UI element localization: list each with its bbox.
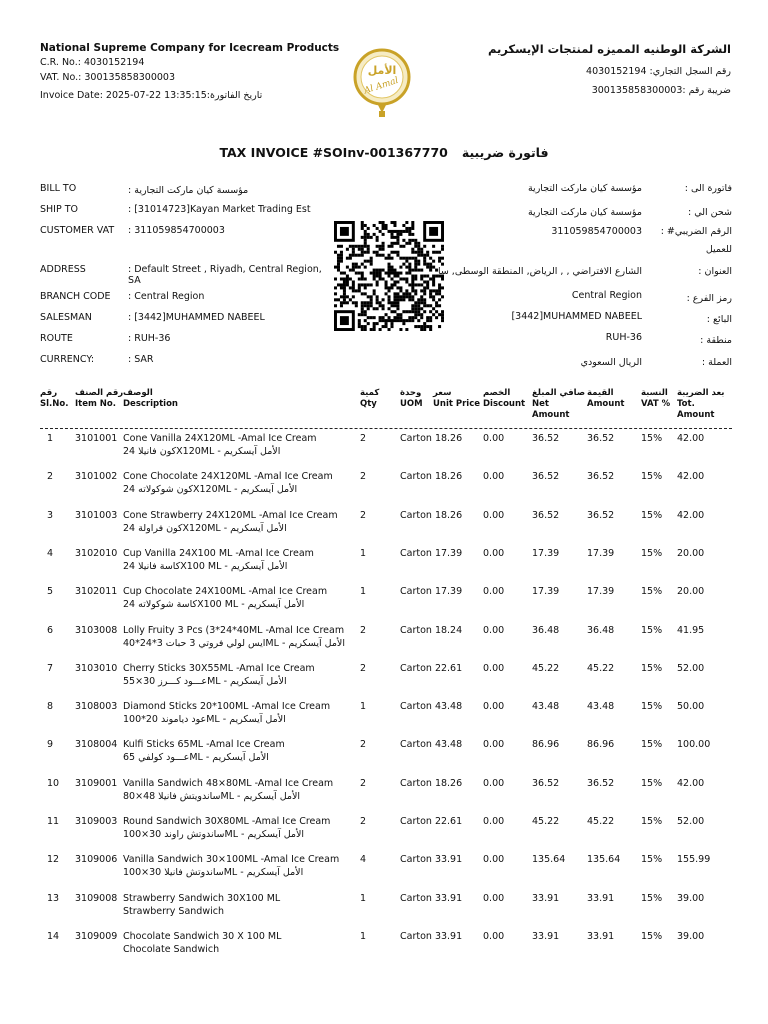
row-unit-price: 18.26 — [434, 433, 463, 444]
branch-code-value-ar: Central Region — [571, 290, 642, 301]
row-total-amount: 50.00 — [677, 701, 705, 713]
table-row — [0, 853, 768, 889]
row-vat: 15% — [641, 816, 663, 827]
row-qty: 4 — [360, 854, 367, 866]
row-total-amount: 20.00 — [677, 586, 705, 598]
bill-to-label-ar: فاتورة الى : — [684, 183, 732, 194]
customer-vat-value-ar: 311059854700003 — [551, 226, 642, 237]
row-uom: Carton — [400, 701, 432, 713]
row-slno: 4 — [47, 547, 54, 559]
row-vat: 15% — [641, 662, 663, 674]
row-unit-price: 33.91 — [434, 930, 463, 942]
table-row — [0, 509, 768, 545]
row-net-amount: 43.48 — [532, 701, 560, 713]
row-amount: 36.52 — [587, 509, 615, 521]
invoice-title-en: TAX INVOICE #SOInv-001367770 — [219, 145, 448, 160]
row-qty: 2 — [360, 471, 367, 483]
row-discount: 0.00 — [483, 701, 505, 713]
row-slno: 3 — [47, 509, 54, 521]
bill-to-value-ar: مؤسسة كيان ماركت التجارية — [527, 183, 642, 194]
row-net-amount: 33.91 — [532, 930, 560, 942]
row-description-ar: الأمل آيسكريم - MLساندوتش فانيلا 30×100 — [123, 867, 304, 879]
salesman-label: SALESMAN — [40, 312, 92, 323]
invoice-date: Invoice Date: 2025-07-22 13:35:15:تاريخ الفاتورة — [40, 90, 263, 101]
row-vat: 15% — [641, 471, 663, 483]
row-description-ar: الأمل آيسكريم - MLعـــود كولفي 65 — [123, 752, 269, 764]
currency-label: CURRENCY: — [40, 354, 95, 365]
row-qty: 2 — [360, 739, 367, 751]
row-net-amount: 36.52 — [532, 433, 560, 444]
row-uom: Carton — [400, 816, 432, 827]
row-description: Strawberry Sandwich 30X100 ML — [123, 892, 281, 904]
row-slno: 7 — [47, 662, 54, 674]
row-total-amount: 39.00 — [677, 892, 705, 904]
row-amount: 36.52 — [587, 777, 615, 789]
table-row — [0, 700, 768, 736]
salesman-value: : [3442]MUHAMMED NABEEL — [128, 312, 265, 323]
bill-to-value: : مؤسسة كيان ماركت التجارية — [128, 185, 249, 196]
th-qty: كمية Qty — [360, 388, 380, 409]
row-net-amount: 17.39 — [532, 586, 560, 598]
row-description: Kulfi Sticks 65ML -Amal Ice Cream — [123, 739, 285, 751]
row-qty: 1 — [360, 892, 367, 904]
row-net-amount: 45.22 — [532, 662, 560, 674]
invoice-title-ar: فاتورة ضريبية — [461, 145, 549, 160]
row-description: Cup Vanilla 24X100 ML -Amal Ice Cream — [123, 547, 314, 559]
table-row — [0, 547, 768, 583]
row-item-no: 3109006 — [75, 854, 118, 866]
th-uom: وحدة UOM — [400, 388, 423, 409]
row-slno: 12 — [47, 854, 60, 866]
row-unit-price: 43.48 — [434, 739, 463, 751]
row-total-amount: 155.99 — [677, 854, 711, 866]
row-uom: Carton — [400, 777, 432, 789]
row-item-no: 3109001 — [75, 777, 118, 789]
row-unit-price: 22.61 — [434, 816, 463, 827]
row-uom-price — [400, 547, 462, 560]
table-row — [0, 662, 768, 698]
row-uom-price — [400, 738, 462, 751]
row-qty: 2 — [360, 509, 367, 521]
row-vat: 15% — [641, 777, 663, 789]
row-description-ar: الأمل آيسكريم - X120MLكون شوكولاته 24 — [123, 484, 298, 496]
row-description-ar: الأمل آيسكريم - X120MLكون فانيلا 24 — [123, 446, 281, 457]
row-description: Cherry Sticks 30X55ML -Amal Ice Cream — [123, 662, 315, 674]
row-item-no: 3101002 — [75, 471, 118, 483]
row-uom: Carton — [400, 854, 432, 866]
row-amount: 86.96 — [587, 739, 615, 751]
row-qty: 2 — [360, 777, 367, 789]
table-row — [0, 624, 768, 660]
route-value-ar: RUH-36 — [605, 332, 642, 343]
row-qty: 1 — [360, 930, 367, 942]
row-uom-price — [400, 700, 462, 713]
ship-to-value-ar: مؤسسة كيان ماركت التجارية — [527, 207, 642, 218]
row-amount: 36.52 — [587, 471, 615, 483]
table-row — [0, 432, 768, 468]
th-discount: الخصم Discount — [483, 388, 526, 409]
row-description-ar: الأمل آيسكريم - X100 MLكاسة شوكولاته 24 — [123, 599, 305, 611]
row-item-no: 3101003 — [75, 509, 118, 521]
row-uom-price — [400, 624, 462, 637]
row-unit-price: 33.91 — [434, 892, 463, 904]
row-slno: 1 — [47, 433, 54, 444]
branch-code-label-ar: رمز الفرع : — [686, 293, 732, 304]
customer-vat-label-ar-2: للعميل — [705, 244, 732, 255]
row-amount: 17.39 — [587, 586, 615, 598]
row-unit-price: 33.91 — [434, 854, 463, 866]
row-discount: 0.00 — [483, 739, 505, 751]
row-qty: 1 — [360, 547, 367, 559]
row-net-amount: 33.91 — [532, 892, 560, 904]
branch-code-label: BRANCH CODE — [40, 291, 111, 302]
company-name-ar: الشركة الوطنيه المميزه لمنتجات الإيسكريم — [487, 42, 731, 56]
row-amount: 36.48 — [587, 624, 615, 636]
table-row — [0, 815, 768, 851]
table-row — [0, 738, 768, 774]
row-qty: 2 — [360, 662, 367, 674]
row-unit-price: 43.48 — [434, 701, 463, 713]
row-total-amount: 42.00 — [677, 433, 705, 444]
row-description-ar: الأمل آيسكريم - MLعود دياموند 20*100 — [123, 714, 286, 726]
row-total-amount: 42.00 — [677, 777, 705, 789]
row-qty: 1 — [360, 701, 367, 713]
row-uom: Carton — [400, 547, 432, 559]
row-discount: 0.00 — [483, 509, 505, 521]
row-amount: 45.22 — [587, 662, 615, 674]
row-amount: 135.64 — [587, 854, 621, 866]
row-description-ar: الأمل آيسكريم - X100 MLكاسة فانيلا 24 — [123, 560, 288, 572]
row-description: Vanilla Sandwich 30×100ML -Amal Ice Cream — [123, 854, 340, 866]
customer-vat-label-ar: الرقم الضريبي# : — [660, 226, 732, 237]
row-slno: 13 — [47, 892, 60, 904]
row-uom-price — [400, 815, 462, 828]
row-uom: Carton — [400, 892, 432, 904]
address-value-ar: الشارع الافتراضي , , الرياض, المنطقة الوسطى, سا — [437, 266, 642, 277]
row-slno: 11 — [47, 816, 60, 827]
vat-number-ar: ضريبة رقم :300135858300003 — [591, 85, 731, 96]
row-description: Cone Chocolate 24X120ML -Amal Ice Cream — [123, 471, 333, 483]
address-label-ar: العنوان : — [698, 266, 732, 277]
table-row — [0, 930, 768, 966]
row-amount: 43.48 — [587, 701, 615, 713]
row-discount: 0.00 — [483, 471, 505, 483]
row-vat: 15% — [641, 433, 663, 444]
row-vat: 15% — [641, 586, 663, 598]
row-item-no: 3101001 — [75, 433, 118, 444]
row-uom-price — [400, 777, 462, 790]
vat-number: VAT. No.: 300135858300003 — [40, 72, 176, 83]
salesman-value-ar: [3442]MUHAMMED NABEEL — [511, 311, 642, 322]
th-description: الوصف Description — [123, 388, 178, 409]
row-slno: 8 — [47, 701, 54, 713]
row-net-amount: 45.22 — [532, 816, 560, 827]
row-total-amount: 39.00 — [677, 930, 705, 942]
al-amal-logo-icon — [349, 47, 415, 133]
row-net-amount: 36.48 — [532, 624, 560, 636]
row-qty: 2 — [360, 624, 367, 636]
row-vat: 15% — [641, 854, 663, 866]
th-item-no: رقم الصنف Item No. — [75, 388, 124, 409]
logo-text-en: Al Amal — [362, 75, 400, 97]
row-uom: Carton — [400, 471, 432, 483]
row-description-2: Strawberry Sandwich — [123, 905, 224, 917]
row-discount: 0.00 — [483, 930, 505, 942]
table-row — [0, 470, 768, 506]
row-item-no: 3109003 — [75, 816, 118, 827]
row-description: Lolly Fruity 3 Pcs (3*24*40ML -Amal Ice Cream — [123, 624, 345, 636]
row-total-amount: 20.00 — [677, 547, 705, 559]
row-description: Chocolate Sandwich 30 X 100 ML — [123, 930, 282, 942]
row-amount: 36.52 — [587, 433, 615, 444]
row-uom-price — [400, 892, 462, 905]
row-uom: Carton — [400, 624, 432, 636]
row-description-ar: الأمل آيسكريم - MLايس لولي فروتي 3 حبات 3*24*40 — [123, 637, 345, 649]
row-item-no: 3109009 — [75, 930, 118, 942]
row-unit-price: 18.26 — [434, 777, 463, 789]
row-item-no: 3102010 — [75, 547, 118, 559]
th-amount: القيمة Amount — [587, 388, 625, 409]
row-description: Round Sandwich 30X80ML -Amal Ice Cream — [123, 816, 331, 827]
ship-to-label: SHIP TO — [40, 204, 79, 215]
row-description-2: Chocolate Sandwich — [123, 943, 220, 955]
row-vat: 15% — [641, 892, 663, 904]
row-total-amount: 42.00 — [677, 471, 705, 483]
row-slno: 14 — [47, 930, 60, 942]
row-uom: Carton — [400, 930, 432, 942]
logo-text-ar: الأمل — [367, 64, 397, 77]
row-uom: Carton — [400, 586, 432, 598]
address-value: : Default Street , Riyadh, Central Region, SA — [128, 264, 322, 286]
row-net-amount: 36.52 — [532, 777, 560, 789]
row-unit-price: 18.24 — [434, 624, 463, 636]
row-net-amount: 17.39 — [532, 547, 560, 559]
route-label: ROUTE — [40, 333, 73, 344]
row-vat: 15% — [641, 547, 663, 559]
row-uom-price — [400, 432, 462, 445]
row-uom-price — [400, 853, 462, 866]
row-item-no: 3108004 — [75, 739, 118, 751]
row-amount: 45.22 — [587, 816, 615, 827]
row-discount: 0.00 — [483, 816, 505, 827]
row-uom: Carton — [400, 662, 432, 674]
row-total-amount: 100.00 — [677, 739, 711, 751]
row-unit-price: 22.61 — [434, 662, 463, 674]
row-item-no: 3109008 — [75, 892, 118, 904]
table-row — [0, 777, 768, 813]
row-slno: 6 — [47, 624, 54, 636]
row-vat: 15% — [641, 701, 663, 713]
row-description-ar: الأمل آيسكريم - MLساندوتش راوند 30×100 — [123, 829, 305, 840]
row-net-amount: 86.96 — [532, 739, 560, 751]
row-slno: 2 — [47, 471, 54, 483]
row-uom-price — [400, 662, 462, 675]
row-total-amount: 52.00 — [677, 816, 705, 827]
row-total-amount: 52.00 — [677, 662, 705, 674]
row-vat: 15% — [641, 930, 663, 942]
row-item-no: 3103010 — [75, 662, 118, 674]
row-description-ar: الأمل آيسكريم - MLعـــود كـــرز 30×55 — [123, 675, 287, 687]
ship-to-value: : [31014723]Kayan Market Trading Est — [128, 204, 311, 215]
row-qty: 2 — [360, 816, 367, 827]
branch-code-value: : Central Region — [128, 291, 205, 302]
row-vat: 15% — [641, 624, 663, 636]
currency-value-ar: الريال السعودي — [580, 357, 642, 368]
row-unit-price: 17.39 — [434, 547, 463, 559]
currency-value: : SAR — [128, 354, 154, 365]
salesman-label-ar: البائع : — [706, 314, 732, 325]
row-slno: 10 — [47, 777, 60, 789]
route-label-ar: منطقة : — [700, 335, 732, 346]
bill-to-label: BILL TO — [40, 183, 77, 194]
th-vat: النسبة VAT % — [641, 388, 671, 409]
row-amount: 17.39 — [587, 547, 615, 559]
row-uom: Carton — [400, 433, 432, 444]
row-description-ar: الأمل آيسكريم - X120MLكون فراولة 24 — [123, 522, 287, 534]
row-uom: Carton — [400, 739, 432, 751]
row-discount: 0.00 — [483, 586, 505, 598]
customer-vat-label: CUSTOMER VAT — [40, 225, 115, 236]
row-total-amount: 41.95 — [677, 624, 705, 636]
ship-to-label-ar: شحن الي : — [687, 207, 732, 218]
row-unit-price: 18.26 — [434, 471, 463, 483]
row-net-amount: 135.64 — [532, 854, 566, 866]
company-name-en: National Supreme Company for Icecream Products — [40, 42, 340, 54]
row-qty: 1 — [360, 586, 367, 598]
row-total-amount: 42.00 — [677, 509, 705, 521]
row-slno: 9 — [47, 739, 54, 751]
address-label: ADDRESS — [40, 264, 86, 275]
route-value: : RUH-36 — [128, 333, 171, 344]
th-total-amount: بعد الضريبة Tot. Amount — [677, 388, 725, 420]
cr-number: C.R. No.: 4030152194 — [40, 57, 145, 68]
row-unit-price: 17.39 — [434, 586, 463, 598]
th-unit-price: سعر Unit Price — [433, 388, 481, 409]
row-discount: 0.00 — [483, 892, 505, 904]
row-description-ar: الأمل آيسكريم - MLساندويتش فانيلا 48×80 — [123, 790, 301, 802]
row-vat: 15% — [641, 739, 663, 751]
table-row — [0, 892, 768, 928]
invoice-title — [0, 145, 768, 160]
row-item-no: 3108003 — [75, 701, 118, 713]
row-net-amount: 36.52 — [532, 471, 560, 483]
row-amount: 33.91 — [587, 892, 615, 904]
table-row — [0, 585, 768, 621]
row-description: Cone Strawberry 24X120ML -Amal Ice Cream — [123, 509, 338, 521]
row-item-no: 3102011 — [75, 586, 118, 598]
row-net-amount: 36.52 — [532, 509, 560, 521]
row-qty: 2 — [360, 433, 367, 444]
row-discount: 0.00 — [483, 547, 505, 559]
row-discount: 0.00 — [483, 433, 505, 444]
row-vat: 15% — [641, 509, 663, 521]
cr-number-ar: رقم السجل التجاري: 4030152194 — [586, 66, 731, 77]
row-slno: 5 — [47, 586, 54, 598]
row-discount: 0.00 — [483, 777, 505, 789]
customer-vat-value: : 311059854700003 — [128, 225, 225, 236]
th-net-amount: صافي المبلغ Net Amount — [532, 388, 586, 420]
row-description: Cone Vanilla 24X120ML -Amal Ice Cream — [123, 433, 317, 444]
row-amount: 33.91 — [587, 930, 615, 942]
row-discount: 0.00 — [483, 624, 505, 636]
row-unit-price: 18.26 — [434, 509, 463, 521]
row-uom-price — [400, 470, 462, 483]
qr-code-icon — [334, 221, 444, 331]
currency-label-ar: العملة : — [701, 357, 732, 368]
row-description: Cup Chocolate 24X100ML -Amal Ice Cream — [123, 586, 328, 598]
row-description: Diamond Sticks 20*100ML -Amal Ice Cream — [123, 701, 331, 713]
th-slno: رقم Sl.No. — [40, 388, 69, 409]
table-header-rule — [40, 428, 732, 429]
row-item-no: 3103008 — [75, 624, 118, 636]
row-uom: Carton — [400, 509, 432, 521]
row-uom-price — [400, 930, 462, 943]
row-uom-price — [400, 509, 462, 522]
row-discount: 0.00 — [483, 662, 505, 674]
row-uom-price — [400, 585, 462, 598]
row-discount: 0.00 — [483, 854, 505, 866]
row-description: Vanilla Sandwich 48×80ML -Amal Ice Cream — [123, 777, 334, 789]
